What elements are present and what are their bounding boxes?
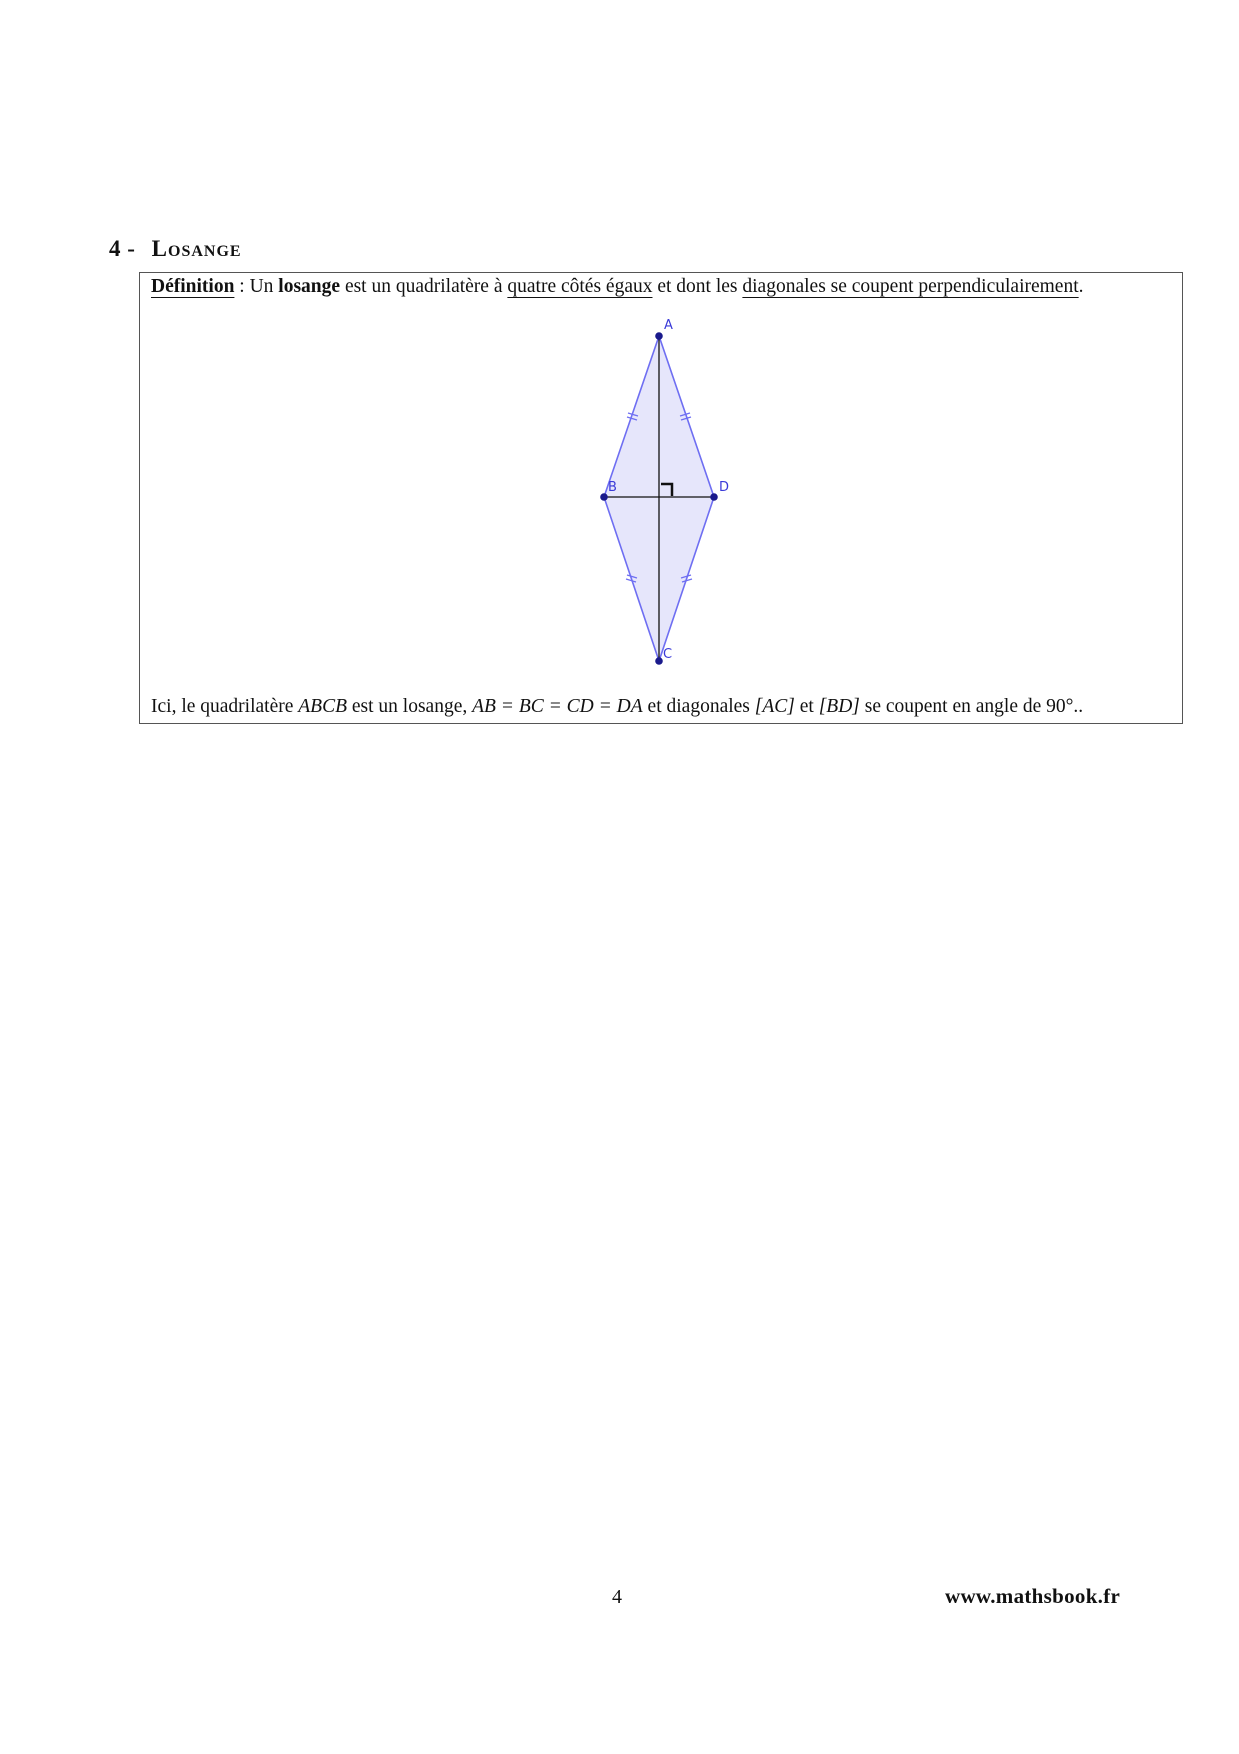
section-heading: [109, 236, 242, 262]
point-a: [655, 332, 663, 340]
caption-text-3: et diagonales: [642, 696, 755, 717]
caption-math-equal-sides: AB = BC = CD = DA: [472, 696, 643, 717]
definition-label: Définition: [151, 276, 235, 297]
definition-end: .: [1078, 276, 1084, 297]
definition-box: [139, 272, 1183, 724]
caption-math-abcb: ABCB: [298, 696, 347, 717]
label-a: A: [664, 318, 673, 333]
page-number: 4: [612, 1586, 622, 1608]
caption-text-5: se coupent en angle de 90°..: [859, 696, 1084, 717]
definition-underline-sides: quatre côtés égaux: [507, 276, 653, 297]
point-c: [655, 657, 663, 665]
definition-text-2: et dont les: [652, 276, 743, 297]
caption-text-1: Ici, le quadrilatère: [151, 696, 299, 717]
section-number: 4 -: [109, 236, 136, 261]
caption-math-ac: [AC]: [754, 696, 795, 717]
definition-term: losange: [278, 276, 341, 297]
label-c: C: [663, 647, 673, 662]
label-b: B: [608, 480, 617, 495]
label-d: D: [719, 480, 730, 495]
caption: [151, 693, 1083, 721]
definition-sep: : Un: [234, 276, 279, 297]
definition-underline-diagonals: diagonales se coupent perpendiculairement: [742, 276, 1079, 297]
point-d: [710, 493, 718, 501]
section-title: Losange: [151, 236, 242, 261]
point-b: [600, 493, 608, 501]
caption-math-bd: [BD]: [818, 696, 860, 717]
definition-text-1: est un quadrilatère à: [340, 276, 508, 297]
caption-text-2: est un losange,: [347, 696, 473, 717]
rhombus-figure: [140, 273, 1184, 693]
footer-site-url: www.mathsbook.fr: [945, 1584, 1121, 1608]
caption-text-4: et: [794, 696, 819, 717]
